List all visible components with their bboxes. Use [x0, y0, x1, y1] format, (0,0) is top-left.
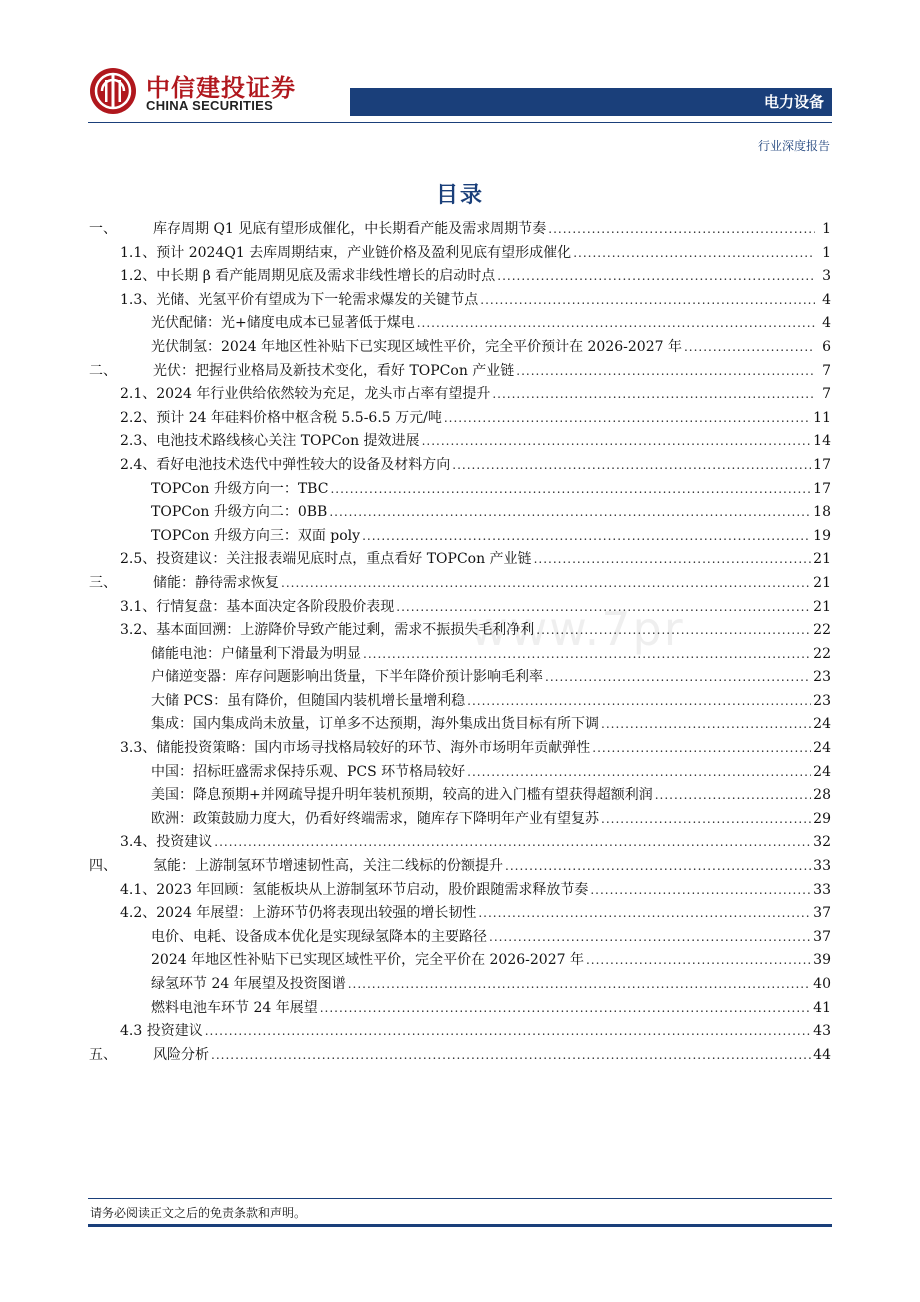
toc-entry-title: 2024 年地区性补贴下已实现区域性平价，完全平价在 2026-2027 年: [151, 952, 584, 969]
toc-dot-leader: [478, 906, 811, 920]
toc-entry-title: 储能：静待需求恢复: [153, 574, 279, 591]
toc-page-number: 24: [813, 763, 831, 780]
toc-page-number: 39: [813, 952, 831, 969]
toc-entry[interactable]: [89, 666, 831, 690]
toc-entry[interactable]: [89, 430, 831, 454]
toc-page-number: 17: [813, 480, 831, 497]
toc-dot-leader: [545, 670, 811, 684]
toc-dot-leader: [362, 529, 811, 543]
toc-entry-title: 集成：国内集成尚未放量，订单多不达预期，海外集成出货目标有所下调: [151, 716, 599, 733]
toc-dot-leader: [444, 411, 811, 425]
toc-entry[interactable]: [89, 312, 831, 336]
toc-title: 目录: [435, 183, 484, 208]
toc-page-number: 44: [813, 1046, 831, 1063]
toc-entry-title: 1.2、中长期 β 看产能周期见底及需求非线性增长的启动时点: [120, 268, 496, 285]
toc-dot-leader: [452, 458, 811, 472]
toc-dot-leader: [205, 1024, 811, 1038]
toc-entry-number: 五、: [89, 1046, 117, 1063]
toc-page-number: 22: [813, 622, 831, 639]
toc-entry-number: 三、: [89, 574, 117, 591]
toc-entry[interactable]: [89, 973, 831, 997]
toc-entry[interactable]: [89, 643, 831, 667]
toc-entry-title: 氢能：上游制氢环节增速韧性高，关注二线标的份额提升: [153, 858, 503, 875]
toc-dot-leader: [497, 269, 815, 283]
toc-entry-title: 光伏：把握行业格局及新技术变化，看好 TOPCon 产业链: [153, 362, 515, 379]
toc-entry[interactable]: [89, 548, 831, 572]
toc-page-number: 23: [813, 669, 831, 686]
toc-dot-leader: [601, 812, 811, 826]
toc-entry[interactable]: [89, 478, 831, 502]
toc-page-number: 1: [822, 244, 831, 261]
toc-entry-title: 2.3、电池技术路线核心关注 TOPCon 提效进展: [120, 433, 420, 450]
toc-page-number: 28: [813, 787, 831, 804]
toc-entry[interactable]: [89, 713, 831, 737]
toc-entry-title: 风险分析: [153, 1046, 209, 1063]
toc-entry[interactable]: [89, 808, 831, 832]
toc-page-number: 6: [822, 338, 831, 355]
toc-dot-leader: [516, 364, 815, 378]
toc-dot-leader: [329, 505, 811, 519]
toc-page-number: 41: [813, 999, 831, 1016]
toc-dot-leader: [348, 977, 811, 991]
toc-entry-title: 1.1、预计 2024Q1 去库周期结束，产业链价格及盈利见底有望形成催化: [120, 244, 572, 261]
toc-entry[interactable]: [89, 926, 831, 950]
toc-page-number: 4: [822, 315, 831, 332]
toc-dot-leader: [330, 482, 811, 496]
toc-entry-title: 2.5、投资建议：关注报表端见底时点，重点看好 TOPCon 产业链: [120, 551, 532, 568]
toc-page-number: 7: [822, 386, 831, 403]
toc-dot-leader: [548, 222, 815, 236]
toc-dot-leader: [214, 835, 811, 849]
toc-dot-leader: [422, 434, 812, 448]
toc-page-number: 3: [822, 268, 831, 285]
toc-page-number: 23: [813, 692, 831, 709]
toc-page-number: 17: [813, 456, 831, 473]
toc-dot-leader: [211, 1048, 811, 1062]
toc-page-number: 4: [822, 291, 831, 308]
toc-entry-title: 户储逆变器：库存问题影响出货量，下半年降价预计影响毛利率: [151, 669, 543, 686]
toc-entry-number: 二、: [89, 362, 117, 379]
logo-chinese-name: 中信建投证券: [146, 74, 296, 102]
toc-entry[interactable]: [89, 218, 831, 242]
toc-page-number: 21: [813, 551, 831, 568]
toc-entry[interactable]: [89, 596, 831, 620]
toc-page-number: 22: [813, 645, 831, 662]
toc-entry[interactable]: [89, 1020, 831, 1044]
toc-entry-title: 3.1、行情复盘：基本面决定各阶段股价表现: [120, 598, 395, 615]
toc-entry[interactable]: [89, 879, 831, 903]
toc-page-number: 11: [813, 409, 831, 426]
toc-entry[interactable]: [89, 454, 831, 478]
table-of-contents: [89, 218, 831, 1067]
toc-entry[interactable]: [89, 619, 831, 643]
toc-entry-title: 燃料电池车环节 24 年展望: [151, 999, 318, 1016]
toc-entry[interactable]: [89, 831, 831, 855]
toc-dot-leader: [467, 694, 811, 708]
toc-dot-leader: [534, 552, 812, 566]
toc-entry-title: 3.4、投资建议: [120, 834, 213, 851]
toc-entry-number: 一、: [89, 221, 117, 237]
toc-dot-leader: [505, 859, 811, 873]
toc-entry-title: 库存周期 Q1 见底有望形成催化，中长期看产能及需求周期节奏: [153, 221, 547, 237]
industry-label: 电力设备: [350, 88, 832, 116]
toc-entry[interactable]: [89, 265, 831, 289]
toc-page-number: 14: [813, 433, 831, 450]
toc-entry[interactable]: [89, 336, 831, 360]
toc-entry-title: 中国：招标旺盛需求保持乐观、PCS 环节格局较好: [151, 763, 466, 780]
toc-dot-leader: [489, 930, 811, 944]
toc-entry-title: 欧洲：政策鼓励力度大，仍看好终端需求，随库存下降明年产业有望复苏: [151, 810, 599, 827]
toc-entry-title: 绿氢环节 24 年展望及投资图谱: [151, 976, 346, 992]
toc-entry-title: 2.4、看好电池技术迭代中弹性较大的设备及材料方向: [120, 456, 451, 473]
toc-entry-title: TOPCon 升级方向三：双面 poly: [151, 527, 361, 544]
toc-entry[interactable]: [89, 690, 831, 714]
toc-entry-title: 3.3、储能投资策略：国内市场寻找格局较好的环节、海外市场明年贡献弹性: [120, 740, 591, 757]
toc-entry[interactable]: [89, 407, 831, 431]
toc-dot-leader: [592, 741, 811, 755]
company-logo: [88, 66, 298, 122]
toc-entry[interactable]: [89, 761, 831, 785]
toc-entry[interactable]: [89, 501, 831, 525]
toc-dot-leader: [417, 316, 815, 330]
toc-dot-leader: [492, 387, 815, 401]
toc-entry-title: TOPCon 升级方向一：TBC: [151, 480, 329, 497]
toc-page-number: 33: [813, 858, 831, 875]
toc-dot-leader: [467, 765, 811, 779]
toc-entry[interactable]: [89, 572, 831, 596]
toc-page-number: 33: [813, 881, 831, 898]
toc-entry[interactable]: [89, 902, 831, 926]
toc-entry[interactable]: [89, 737, 831, 761]
toc-entry[interactable]: [89, 360, 831, 384]
toc-dot-leader: [320, 1001, 811, 1015]
footer-divider-bottom: [88, 1224, 832, 1227]
logo-english-name: CHINA SECURITIES: [146, 98, 274, 113]
toc-dot-leader: [601, 717, 811, 731]
toc-dot-leader: [586, 953, 811, 967]
toc-dot-leader: [684, 340, 815, 354]
toc-entry[interactable]: [89, 949, 831, 973]
toc-page-number: 43: [813, 1023, 831, 1040]
toc-dot-leader: [281, 576, 811, 590]
toc-entry-title: 光伏制氢：2024 年地区性补贴下已实现区域性平价，完全平价预计在 2026-2027 年: [151, 338, 682, 355]
toc-entry[interactable]: [89, 997, 831, 1021]
toc-entry[interactable]: [89, 242, 831, 266]
toc-entry-title: 储能电池：户储量利下滑最为明显: [151, 645, 361, 662]
toc-page-number: 40: [813, 976, 831, 992]
toc-entry[interactable]: [89, 289, 831, 313]
toc-entry-title: 光伏配储：光+储度电成本已显著低于煤电: [151, 315, 415, 332]
footer-divider-top: [88, 1198, 832, 1199]
toc-entry-title: 2.2、预计 24 年硅料价格中枢含税 5.5-6.5 万元/吨: [120, 409, 442, 426]
toc-entry[interactable]: [89, 525, 831, 549]
toc-page-number: 37: [813, 928, 831, 945]
toc-page-number: 37: [813, 905, 831, 922]
report-type-label: 行业深度报告: [757, 139, 830, 153]
toc-entry-title: 电价、电耗、设备成本优化是实现绿氢降本的主要路径: [151, 928, 487, 945]
toc-page-number: 24: [813, 716, 831, 733]
china-securities-logo-icon: [88, 66, 138, 116]
toc-dot-leader: [590, 883, 811, 897]
toc-entry[interactable]: [89, 855, 831, 879]
footer-disclaimer: 请务必阅读正文之后的免责条款和声明。: [90, 1206, 307, 1220]
header-divider: [88, 122, 832, 123]
toc-entry-title: 4.2、2024 年展望：上游环节仍将表现出较强的增长韧性: [120, 905, 477, 922]
toc-page-number: 24: [813, 740, 831, 757]
toc-page-number: 21: [813, 598, 831, 615]
toc-entry-number: 四、: [89, 858, 117, 875]
toc-entry-title: 1.3、光储、光氢平价有望成为下一轮需求爆发的关键节点: [120, 291, 479, 308]
toc-entry-title: 4.1、2023 年回顾：氢能板块从上游制氢环节启动，股价跟随需求释放节奏: [120, 881, 589, 898]
watermark: www.7pr: [470, 602, 685, 656]
toc-page-number: 1: [822, 221, 831, 237]
toc-entry-title: 3.2、基本面回溯：上游降价导致产能过剩，需求不振损失毛利净利: [120, 622, 535, 639]
toc-page-number: 29: [813, 810, 831, 827]
toc-entry-title: TOPCon 升级方向二：0BB: [151, 504, 328, 521]
toc-entry[interactable]: [89, 383, 831, 407]
toc-entry-title: 4.3 投资建议: [120, 1023, 203, 1040]
toc-entry-title: 美国：降息预期+并网疏导提升明年装机预期，较高的进入门槛有望获得超额利润: [151, 787, 653, 804]
toc-dot-leader: [655, 788, 811, 802]
toc-page-number: 18: [813, 504, 831, 521]
toc-entry-title: 大储 PCS：虽有降价，但随国内装机增长量增利稳: [151, 692, 466, 709]
toc-entry[interactable]: [89, 784, 831, 808]
toc-page-number: 32: [813, 834, 831, 851]
toc-page-number: 7: [822, 362, 831, 379]
toc-dot-leader: [573, 246, 815, 260]
toc-page-number: 19: [813, 527, 831, 544]
toc-entry[interactable]: [89, 1044, 831, 1068]
toc-page-number: 21: [813, 574, 831, 591]
toc-dot-leader: [480, 293, 815, 307]
toc-entry-title: 2.1、2024 年行业供给依然较为充足，龙头市占率有望提升: [120, 386, 491, 403]
